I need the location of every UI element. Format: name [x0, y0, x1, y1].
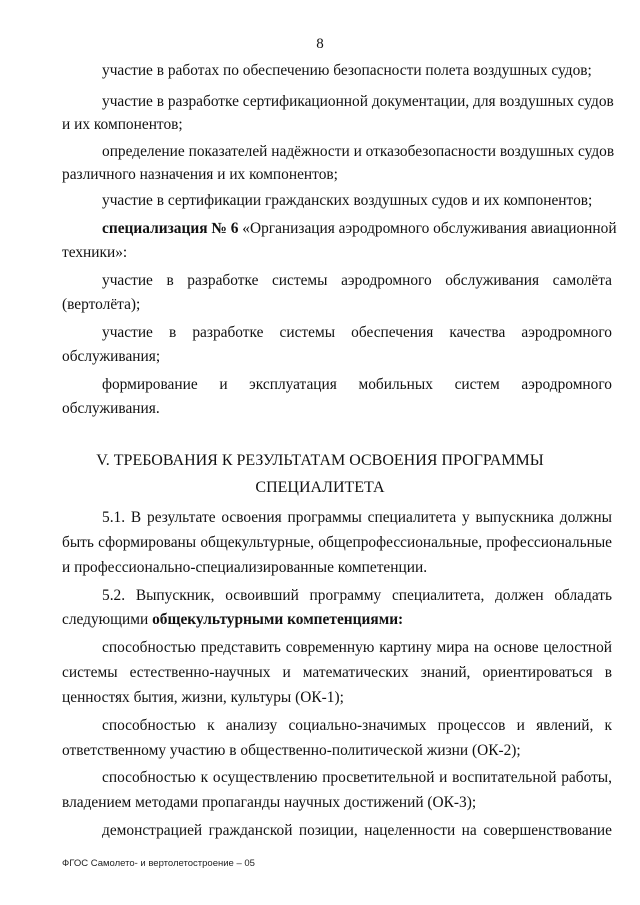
text-line: способностью к осуществлению просветительной и воспитательной работы, — [102, 769, 612, 786]
text-line: 5.1. В результате освоения программы специалитета у выпускника должны — [102, 509, 612, 526]
text-line: определение показателей надёжности и отказобезопасности воздушных судов — [102, 143, 615, 160]
text-line: ценностях бытия, жизни, культуры (ОК-1); — [62, 689, 344, 706]
text-line: 5.2. Выпускник, освоивший программу специалитета, должен обладать — [102, 587, 612, 604]
text-line: техники»: — [62, 244, 128, 261]
text-line: обслуживания. — [62, 400, 160, 417]
specialization-title: специализация № 6 — [102, 220, 239, 237]
text-line: участие в сертификации гражданских воздушных судов и их компонентов; — [102, 192, 593, 209]
text-line: быть сформированы общекультурные, общепрофессиональные, профессиональные — [62, 534, 612, 551]
text-line: способностью представить современную картину мира на основе целостной — [102, 639, 612, 656]
text-line: (вертолёта); — [62, 296, 141, 313]
intro-text: следующими — [62, 611, 153, 628]
text-line: обслуживания; — [62, 348, 161, 365]
page-number: 8 — [316, 36, 324, 52]
text-line: демонстрацией гражданской позиции, нацеленности на совершенствование — [102, 822, 612, 839]
section-heading: СПЕЦИАЛИТЕТА — [255, 479, 385, 496]
section-heading: V. ТРЕБОВАНИЯ К РЕЗУЛЬТАТАМ ОСВОЕНИЯ ПРОГРАММЫ — [96, 452, 544, 469]
page-footer: ФГОС Самолето- и вертолетостроение – 05 — [62, 858, 255, 869]
text-line: владением методами пропаганды научных достижений (ОК-3); — [62, 794, 477, 811]
text-line — [62, 609, 612, 631]
text-line: формирование и эксплуатация мобильных систем аэродромного — [102, 376, 612, 393]
text-line: участие в разработке системы аэродромного обслуживания самолёта — [102, 272, 612, 289]
text-line: различного назначения и их компонентов; — [62, 166, 338, 183]
text-line: и профессионально-специализированные компетенции. — [62, 559, 428, 576]
competence-heading: общекультурными компетенциями: — [152, 611, 404, 628]
text-line: участие в разработке системы обеспечения качества аэродромного — [102, 324, 612, 341]
text-line: участие в работах по обеспечению безопасности полета воздушных судов; — [102, 62, 592, 79]
text-line: ответственному участию в общественно-политической жизни (ОК-2); — [62, 742, 521, 759]
text-line: участие в разработке сертификационной документации, для воздушных судов — [102, 93, 614, 110]
text-line: и их компонентов; — [62, 116, 183, 133]
text-line: способностью к анализу социально-значимых процессов и явлений, к — [102, 717, 612, 734]
specialization-name: «Организация аэродромного обслуживания авиационной — [238, 220, 617, 237]
text-line — [102, 218, 617, 240]
text-line: системы естественно-научных и математических знаний, ориентироваться в — [62, 664, 612, 681]
